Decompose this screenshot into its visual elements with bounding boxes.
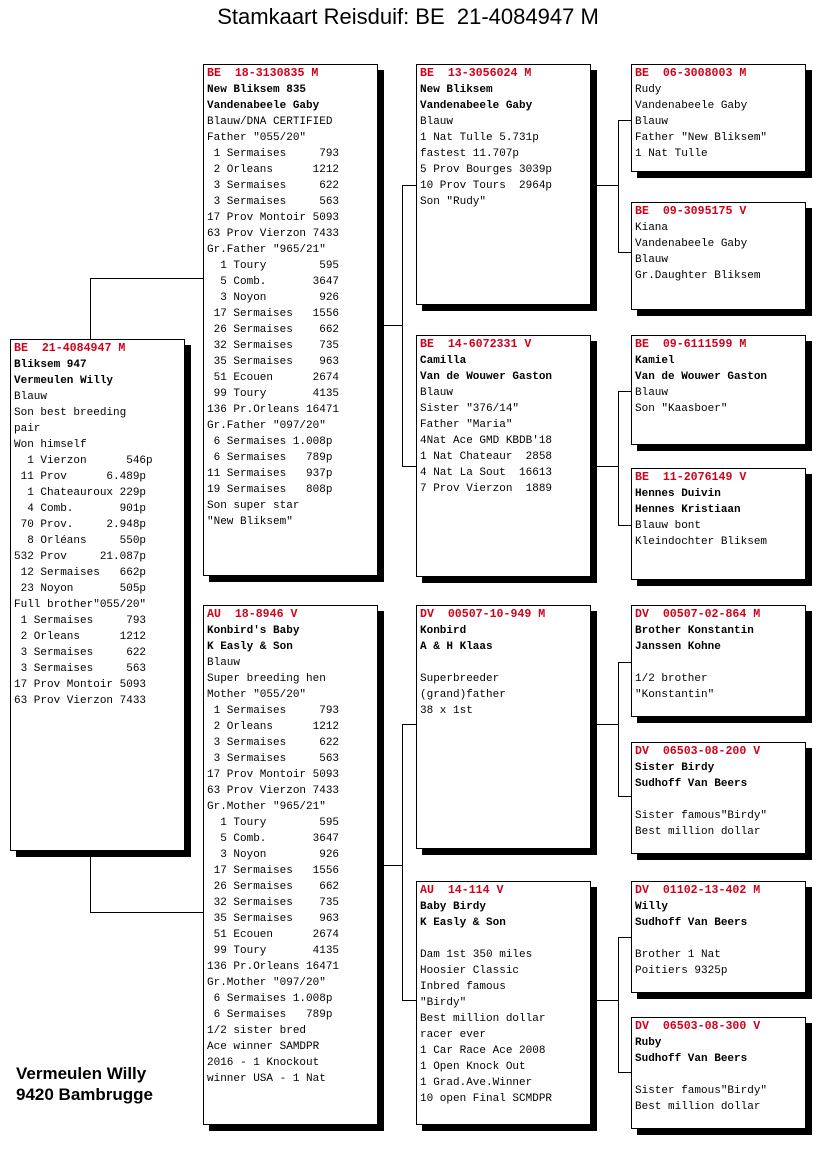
connector-line (90, 912, 204, 913)
pedigree-line: Best million dollar (635, 1101, 761, 1113)
breeder-name: K Easly & Son (420, 917, 506, 929)
owner-block (16, 1063, 153, 1105)
owner-address: 9420 Bambrugge (16, 1085, 153, 1104)
breeder-name: A & H Klaas (420, 641, 493, 653)
pedigree-line: 1 Nat Tulle 5.731p (420, 132, 539, 144)
pedigree-line: 63 Prov Vierzon 7433 (207, 785, 340, 797)
pedigree-line (420, 655, 587, 671)
pedigree-line: Son best breeding (14, 407, 127, 419)
connector-line (618, 120, 632, 121)
ring-number: BE 11-2076149 V (635, 471, 747, 484)
breeder-name: Sudhoff Van Beers (635, 917, 748, 929)
pedigree-line: 1 Chateauroux 229p (14, 487, 147, 499)
pedigree-line: Best million dollar (420, 1013, 546, 1025)
pedigree-line: 7 Prov Vierzon 1889 (420, 483, 553, 495)
pedigree-line: 70 Prov. 2.948p (14, 519, 147, 531)
pedigree-line: Vandenabeele Gaby (635, 238, 748, 250)
pedigree-line: 1 Nat Chateaur 2858 (420, 451, 553, 463)
pedigree-line: 99 Toury 4135 (207, 388, 340, 400)
pedigree-line: 23 Noyon 505p (14, 583, 147, 595)
connector-line (590, 185, 618, 186)
connector-line (618, 391, 632, 392)
connector-line (402, 724, 417, 725)
pedigree-line (420, 931, 587, 947)
pedigree-text (632, 623, 805, 703)
ring-number: DV 06503-08-300 V (635, 1020, 761, 1033)
connector-line (402, 466, 417, 467)
pedigree-line: 32 Sermaises 735 (207, 897, 340, 909)
connector-line (590, 1000, 618, 1001)
pedigree-line: 11 Prov 6.489p (14, 471, 147, 483)
pedigree-line: Full brother"055/20" (14, 599, 147, 611)
pigeon-card-subject (10, 339, 185, 851)
connector-line (402, 1000, 417, 1001)
pedigree-line: Son super star (207, 500, 300, 512)
pedigree-line: Blauw (14, 391, 48, 403)
pedigree-text (632, 1035, 805, 1115)
page-title: Stamkaart Reisduif: BE 21-4084947 M (217, 4, 599, 29)
pedigree-line: Sister famous"Birdy" (635, 1085, 768, 1097)
pigeon-name: Brother Konstantin (635, 625, 754, 637)
pedigree-line: Blauw/DNA CERTIFIED (207, 116, 333, 128)
pigeon-card-fmf (631, 335, 806, 445)
connector-line (377, 865, 402, 866)
pedigree-line: Blauw (420, 387, 454, 399)
pedigree-text (204, 82, 377, 530)
pedigree-line: Superbreeder (420, 673, 500, 685)
pedigree-line: Son "Kaasboer" (635, 403, 728, 415)
pedigree-line: 2 Orleans 1212 (207, 164, 340, 176)
pigeon-name: Sister Birdy (635, 762, 715, 774)
pedigree-text (632, 486, 805, 550)
breeder-name: Janssen Kohne (635, 641, 721, 653)
pedigree-line: Gr.Father "097/20" (207, 420, 326, 432)
pedigree-line: 3 Sermaises 563 (14, 663, 147, 675)
pedigree-text (11, 357, 184, 709)
pedigree-line: Super breeding hen (207, 673, 326, 685)
pigeon-name: Bliksem 947 (14, 359, 87, 371)
pedigree-line: 1 Grad.Ave.Winner (420, 1077, 533, 1089)
connector-line (90, 850, 91, 912)
pedigree-line: 4Nat Ace GMD KBDB'18 (420, 435, 553, 447)
pigeon-card-father-mother (416, 335, 591, 577)
pedigree-line: 1 Vierzon 546p (14, 455, 153, 467)
breeder-name: Vandenabeele Gaby (420, 100, 533, 112)
pedigree-line: 38 x 1st (420, 705, 473, 717)
connector-line (618, 937, 619, 1073)
pigeon-name: Camilla (420, 355, 467, 367)
breeder-name: Vermeulen Willy (14, 375, 114, 387)
pedigree-line: 6 Sermaises 1.008p (207, 436, 333, 448)
pedigree-line: 532 Prov 21.087p (14, 551, 147, 563)
connector-line (90, 278, 91, 341)
pigeon-card-mother-mother (416, 881, 591, 1125)
pedigree-line: 3 Sermaises 622 (207, 180, 340, 192)
ring-number: BE 09-3095175 V (635, 205, 747, 218)
connector-line (402, 185, 403, 467)
pigeon-name: Konbird's Baby (207, 625, 300, 637)
pedigree-line: Blauw bont (635, 520, 702, 532)
connector-line (618, 525, 632, 526)
pedigree-text (632, 760, 805, 840)
ring-number: DV 01102-13-402 M (635, 884, 761, 897)
pedigree-line: Rudy (635, 84, 662, 96)
ring-number: AU 14-114 V (420, 884, 504, 897)
pedigree-line: "Birdy" (420, 997, 467, 1009)
pigeon-name: New Bliksem (420, 84, 493, 96)
pedigree-line: 1 Toury 595 (207, 260, 340, 272)
pedigree-line: 17 Prov Montoir 5093 (207, 212, 340, 224)
pedigree-line: 3 Sermaises 622 (207, 737, 340, 749)
pedigree-line: 5 Comb. 3647 (207, 276, 340, 288)
pigeon-card-mfm (631, 742, 806, 854)
pedigree-line: 6 Sermaises 789p (207, 452, 333, 464)
connector-line (618, 796, 632, 797)
pigeon-card-mff (631, 605, 806, 717)
ring-number: BE 06-3008003 M (635, 67, 747, 80)
pedigree-line: Sister famous"Birdy" (635, 810, 768, 822)
breeder-name: Hennes Kristiaan (635, 504, 741, 516)
pedigree-text (632, 353, 805, 417)
pedigree-line: 12 Sermaises 662p (14, 567, 147, 579)
pigeon-card-mmf (631, 881, 806, 993)
pedigree-line: "Konstantin" (635, 689, 715, 701)
breeder-name: Sudhoff Van Beers (635, 1053, 748, 1065)
pedigree-line: 5 Prov Bourges 3039p (420, 164, 553, 176)
pigeon-card-mother (203, 605, 378, 1125)
pedigree-line: 26 Sermaises 662 (207, 881, 340, 893)
pedigree-text (632, 220, 805, 284)
pigeon-card-ffm (631, 202, 806, 310)
breeder-name: Sudhoff Van Beers (635, 778, 748, 790)
pedigree-line: 136 Pr.Orleans 16471 (207, 404, 340, 416)
ring-number: DV 00507-10-949 M (420, 608, 546, 621)
connector-line (618, 937, 632, 938)
pedigree-line: 1 Sermaises 793 (207, 705, 340, 717)
pedigree-line: 3 Sermaises 622 (14, 647, 147, 659)
pedigree-line (635, 1067, 802, 1083)
pedigree-line: 35 Sermaises 963 (207, 356, 340, 368)
pedigree-line: 2 Orleans 1212 (14, 631, 147, 643)
connector-line (618, 252, 632, 253)
connector-line (618, 662, 632, 663)
pigeon-name: Kamiel (635, 355, 675, 367)
pedigree-line: 1 Toury 595 (207, 817, 340, 829)
pedigree-line: Kiana (635, 222, 669, 234)
pedigree-line: Father "Maria" (420, 419, 513, 431)
pedigree-text (417, 899, 590, 1107)
pedigree-line: 99 Toury 4135 (207, 945, 340, 957)
pedigree-line: 1 Sermaises 793 (14, 615, 147, 627)
pedigree-line: 51 Ecouen 2674 (207, 372, 340, 384)
connector-line (618, 391, 619, 526)
pedigree-line: 63 Prov Vierzon 7433 (207, 228, 340, 240)
pedigree-line: 4 Nat La Sout 16613 (420, 467, 553, 479)
pedigree-line (635, 792, 802, 808)
pedigree-line: 19 Sermaises 808p (207, 484, 333, 496)
breeder-name: K Easly & Son (207, 641, 293, 653)
pedigree-text (417, 623, 590, 719)
pedigree-line: 1 Nat Tulle (635, 148, 708, 160)
pedigree-line: Mother "055/20" (207, 689, 307, 701)
connector-line (90, 278, 204, 279)
pedigree-line: fastest 11.707p (420, 148, 520, 160)
pedigree-line: Vandenabeele Gaby (635, 100, 748, 112)
pedigree-line: Brother 1 Nat (635, 949, 721, 961)
connector-line (402, 724, 403, 1001)
breeder-name: Vandenabeele Gaby (207, 100, 320, 112)
pedigree-line: Kleindochter Bliksem (635, 536, 768, 548)
pedigree-line: Inbred famous (420, 981, 506, 993)
pedigree-line: 17 Prov Montoir 5093 (207, 769, 340, 781)
pedigree-line: Father "055/20" (207, 132, 307, 144)
pedigree-line: 51 Ecouen 2674 (207, 929, 340, 941)
pedigree-line: racer ever (420, 1029, 487, 1041)
pedigree-line: Sister "376/14" (420, 403, 520, 415)
pigeon-name: Ruby (635, 1037, 662, 1049)
ring-number: BE 18-3130835 M (207, 67, 319, 80)
connector-line (590, 724, 618, 725)
connector-line (402, 185, 417, 186)
pigeon-card-mmm (631, 1017, 806, 1129)
pedigree-line: 11 Sermaises 937p (207, 468, 333, 480)
connector-line (618, 662, 619, 797)
pedigree-line: Son "Rudy" (420, 196, 487, 208)
pedigree-line: 3 Noyon 926 (207, 849, 340, 861)
pigeon-name: Baby Birdy (420, 901, 487, 913)
pedigree-line: 26 Sermaises 662 (207, 324, 340, 336)
pedigree-line: 1 Sermaises 793 (207, 148, 340, 160)
pedigree-line: 32 Sermaises 735 (207, 340, 340, 352)
pigeon-name: Willy (635, 901, 669, 913)
breeder-name: Van de Wouwer Gaston (420, 371, 553, 383)
pedigree-line: 8 Orléans 550p (14, 535, 147, 547)
pedigree-text (417, 82, 590, 210)
ring-number: DV 00507-02-864 M (635, 608, 761, 621)
pedigree-line: Blauw (635, 116, 669, 128)
pedigree-line: 3 Noyon 926 (207, 292, 340, 304)
pedigree-line: 10 open Final SCMDPR (420, 1093, 553, 1105)
pedigree-line: 63 Prov Vierzon 7433 (14, 695, 147, 707)
pedigree-line: Blauw (207, 657, 241, 669)
pedigree-line: 17 Sermaises 1556 (207, 308, 340, 320)
pedigree-line: pair (14, 423, 41, 435)
connector-line (618, 1072, 632, 1073)
connector-line (377, 325, 402, 326)
owner-name: Vermeulen Willy (16, 1064, 147, 1083)
pedigree-line: Ace winner SAMDPR (207, 1041, 320, 1053)
pedigree-line: winner USA - 1 Nat (207, 1073, 326, 1085)
ring-number: AU 18-8946 V (207, 608, 298, 621)
ring-number: BE 14-6072331 V (420, 338, 532, 351)
ring-number: BE 09-6111599 M (635, 338, 747, 351)
pedigree-text (632, 899, 805, 979)
pigeon-card-fmm (631, 468, 806, 580)
pigeon-card-mother-father (416, 605, 591, 849)
connector-line (590, 466, 618, 467)
pedigree-line: 1 Open Knock Out (420, 1061, 526, 1073)
pedigree-text (417, 353, 590, 497)
pedigree-line: Gr.Father "965/21" (207, 244, 326, 256)
pedigree-line: 4 Comb. 901p (14, 503, 147, 515)
pedigree-line: Hoosier Classic (420, 965, 520, 977)
pedigree-line: 5 Comb. 3647 (207, 833, 340, 845)
pedigree-line: 1 Car Race Ace 2008 (420, 1045, 546, 1057)
ring-number: DV 06503-08-200 V (635, 745, 761, 758)
pedigree-line: Blauw (635, 254, 669, 266)
pedigree-line: Best million dollar (635, 826, 761, 838)
pedigree-line: 3 Sermaises 563 (207, 196, 340, 208)
pedigree-line: Gr.Mother "965/21" (207, 801, 326, 813)
pedigree-line: (grand)father (420, 689, 506, 701)
pedigree-line: 3 Sermaises 563 (207, 753, 340, 765)
pigeon-name: Hennes Duivin (635, 488, 721, 500)
pigeon-name: Konbird (420, 625, 467, 637)
ring-number: BE 13-3056024 M (420, 67, 532, 80)
pedigree-line: 6 Sermaises 1.008p (207, 993, 333, 1005)
connector-line (618, 120, 619, 253)
pedigree-line: Gr.Daughter Bliksem (635, 270, 761, 282)
pedigree-text (204, 623, 377, 1087)
pigeon-card-father-father (416, 64, 591, 305)
pedigree-line: Blauw (420, 116, 454, 128)
pedigree-line: 35 Sermaises 963 (207, 913, 340, 925)
pedigree-line: "New Bliksem" (207, 516, 293, 528)
pedigree-line: Dam 1st 350 miles (420, 949, 533, 961)
ring-number: BE 21-4084947 M (14, 342, 126, 355)
pedigree-line: Poitiers 9325p (635, 965, 728, 977)
pedigree-line: Gr.Mother "097/20" (207, 977, 326, 989)
pedigree-line: 2 Orleans 1212 (207, 721, 340, 733)
pedigree-line: 1/2 brother (635, 673, 708, 685)
breeder-name: Van de Wouwer Gaston (635, 371, 768, 383)
pedigree-text (632, 82, 805, 162)
pigeon-card-father (203, 64, 378, 576)
pedigree-line: 17 Sermaises 1556 (207, 865, 340, 877)
pedigree-line: 1/2 sister bred (207, 1025, 307, 1037)
pigeon-name: New Bliksem 835 (207, 84, 307, 96)
pedigree-line: Father "New Bliksem" (635, 132, 768, 144)
pedigree-line: 2016 - 1 Knockout (207, 1057, 320, 1069)
pedigree-line: 17 Prov Montoir 5093 (14, 679, 147, 691)
pedigree-line (635, 655, 802, 671)
pedigree-line (635, 931, 802, 947)
pigeon-card-fff (631, 64, 806, 172)
pedigree-line: 136 Pr.Orleans 16471 (207, 961, 340, 973)
pedigree-line: 6 Sermaises 789p (207, 1009, 333, 1021)
pedigree-line: 10 Prov Tours 2964p (420, 180, 553, 192)
pedigree-line: Blauw (635, 387, 669, 399)
pedigree-line: Won himself (14, 439, 87, 451)
